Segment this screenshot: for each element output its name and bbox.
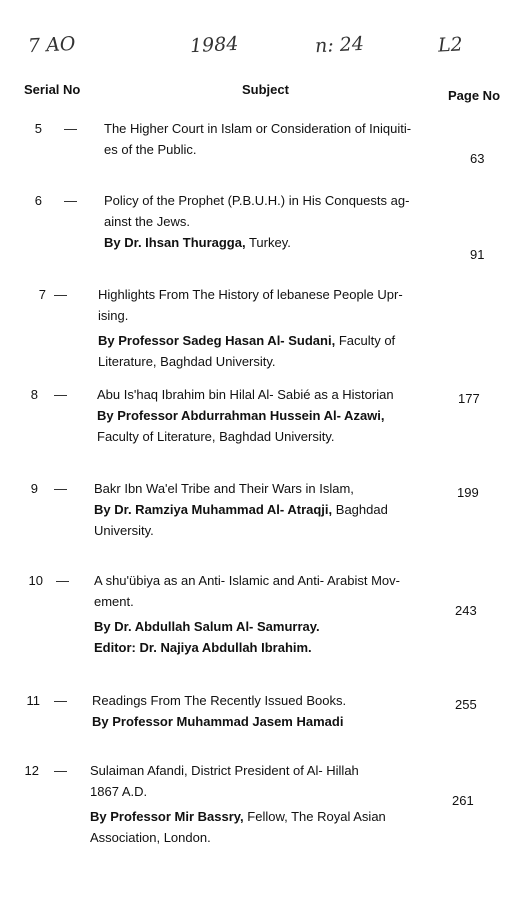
serial-header: Serial No	[24, 82, 81, 97]
author-line	[90, 806, 435, 827]
title-line: es of the Public.	[104, 142, 197, 157]
page-number: 255	[455, 697, 477, 712]
entry-body	[104, 190, 449, 253]
author-name: By Professor Mir Bassry,	[90, 809, 244, 824]
page-number: 63	[470, 151, 485, 166]
title-line: A shu'übiya as an Anti- Islamic and Anti- Arabist Mov-	[94, 573, 400, 588]
title-line: Abu Is'haq Ibrahim bin Hilal Al- Sabié as a Historian	[97, 387, 394, 402]
serial-number: 12	[24, 763, 39, 778]
dash: —	[64, 121, 77, 136]
entry-body	[98, 284, 443, 372]
handwritten-note-1: 7 AO	[27, 32, 76, 58]
subject-header: Subject	[242, 82, 289, 97]
serial-number: 7	[38, 287, 46, 302]
page-number: 177	[458, 391, 480, 406]
title-line: The Higher Court in Islam or Consideration of Iniquiti-	[104, 121, 412, 136]
author-line: By Dr. Abdullah Salum Al- Samurray.	[94, 619, 320, 634]
entry-body	[94, 478, 439, 541]
entry-body	[104, 118, 449, 160]
dash: —	[54, 287, 67, 302]
title-line: Readings From The Recently Issued Books.	[92, 693, 347, 708]
page-header: Page No	[448, 88, 501, 103]
author-line: By Professor Abdurrahman Hussein Al- Azawi,	[97, 408, 385, 423]
author-line: Faculty of Literature, Baghdad University.	[97, 429, 335, 444]
handwritten-note-4: L2	[437, 33, 464, 57]
dash: —	[56, 573, 69, 588]
serial-number: 11	[26, 693, 40, 708]
dash: —	[64, 193, 77, 208]
serial-number: 8	[30, 387, 38, 402]
author-line	[104, 232, 449, 253]
entry-body	[94, 570, 439, 658]
page-number: 91	[470, 247, 485, 262]
author-name: By Dr. Ihsan Thuragga,	[104, 235, 246, 250]
handwritten-note-2: 1984	[189, 32, 239, 58]
title-line: ement.	[94, 594, 134, 609]
page-number: 243	[455, 603, 477, 618]
entry-body	[90, 760, 435, 848]
author-affiliation: Turkey.	[245, 235, 291, 250]
dash: —	[54, 481, 67, 496]
serial-number: 6	[34, 193, 42, 208]
author-name: By Professor Sadeg Hasan Al- Sudani,	[98, 333, 336, 348]
dash: —	[54, 693, 67, 708]
author-line: By Professor Muhammad Jasem Hamadi	[92, 714, 344, 729]
page-number: 261	[452, 793, 474, 808]
title-line: Bakr Ibn Wa'el Tribe and Their Wars in Islam,	[94, 481, 354, 496]
title-line: 1867 A.D.	[90, 784, 148, 799]
serial-number: 10	[28, 573, 43, 588]
entry-body	[92, 690, 437, 732]
author-line: University.	[94, 523, 154, 538]
serial-number: 5	[34, 121, 42, 136]
author-affiliation: Fellow, The Royal Asian	[243, 809, 386, 824]
title-line: Sulaiman Afandi, District President of Al- Hillah	[90, 763, 359, 778]
handwritten-note-3: n: 24	[314, 32, 365, 58]
serial-number: 9	[30, 481, 38, 496]
title-line: Policy of the Prophet (P.B.U.H.) in His Conquests ag-	[104, 193, 410, 208]
author-line: Literature, Baghdad University.	[98, 354, 276, 369]
entry-body	[97, 384, 442, 447]
page-number: 199	[457, 485, 479, 500]
editor-line: Editor: Dr. Najiya Abdullah Ibrahim.	[94, 640, 312, 655]
title-line: ainst the Jews.	[104, 214, 190, 229]
author-affiliation: Baghdad	[332, 502, 388, 517]
author-line: Association, London.	[90, 830, 211, 845]
author-line	[94, 499, 439, 520]
title-line: Highlights From The History of lebanese People Upr-	[98, 287, 403, 302]
title-line: ising.	[98, 308, 129, 323]
author-affiliation: Faculty of	[335, 333, 396, 348]
dash: —	[54, 763, 67, 778]
author-line	[98, 330, 443, 351]
author-name: By Dr. Ramziya Muhammad Al- Atraqji,	[94, 502, 333, 517]
dash: —	[54, 387, 67, 402]
